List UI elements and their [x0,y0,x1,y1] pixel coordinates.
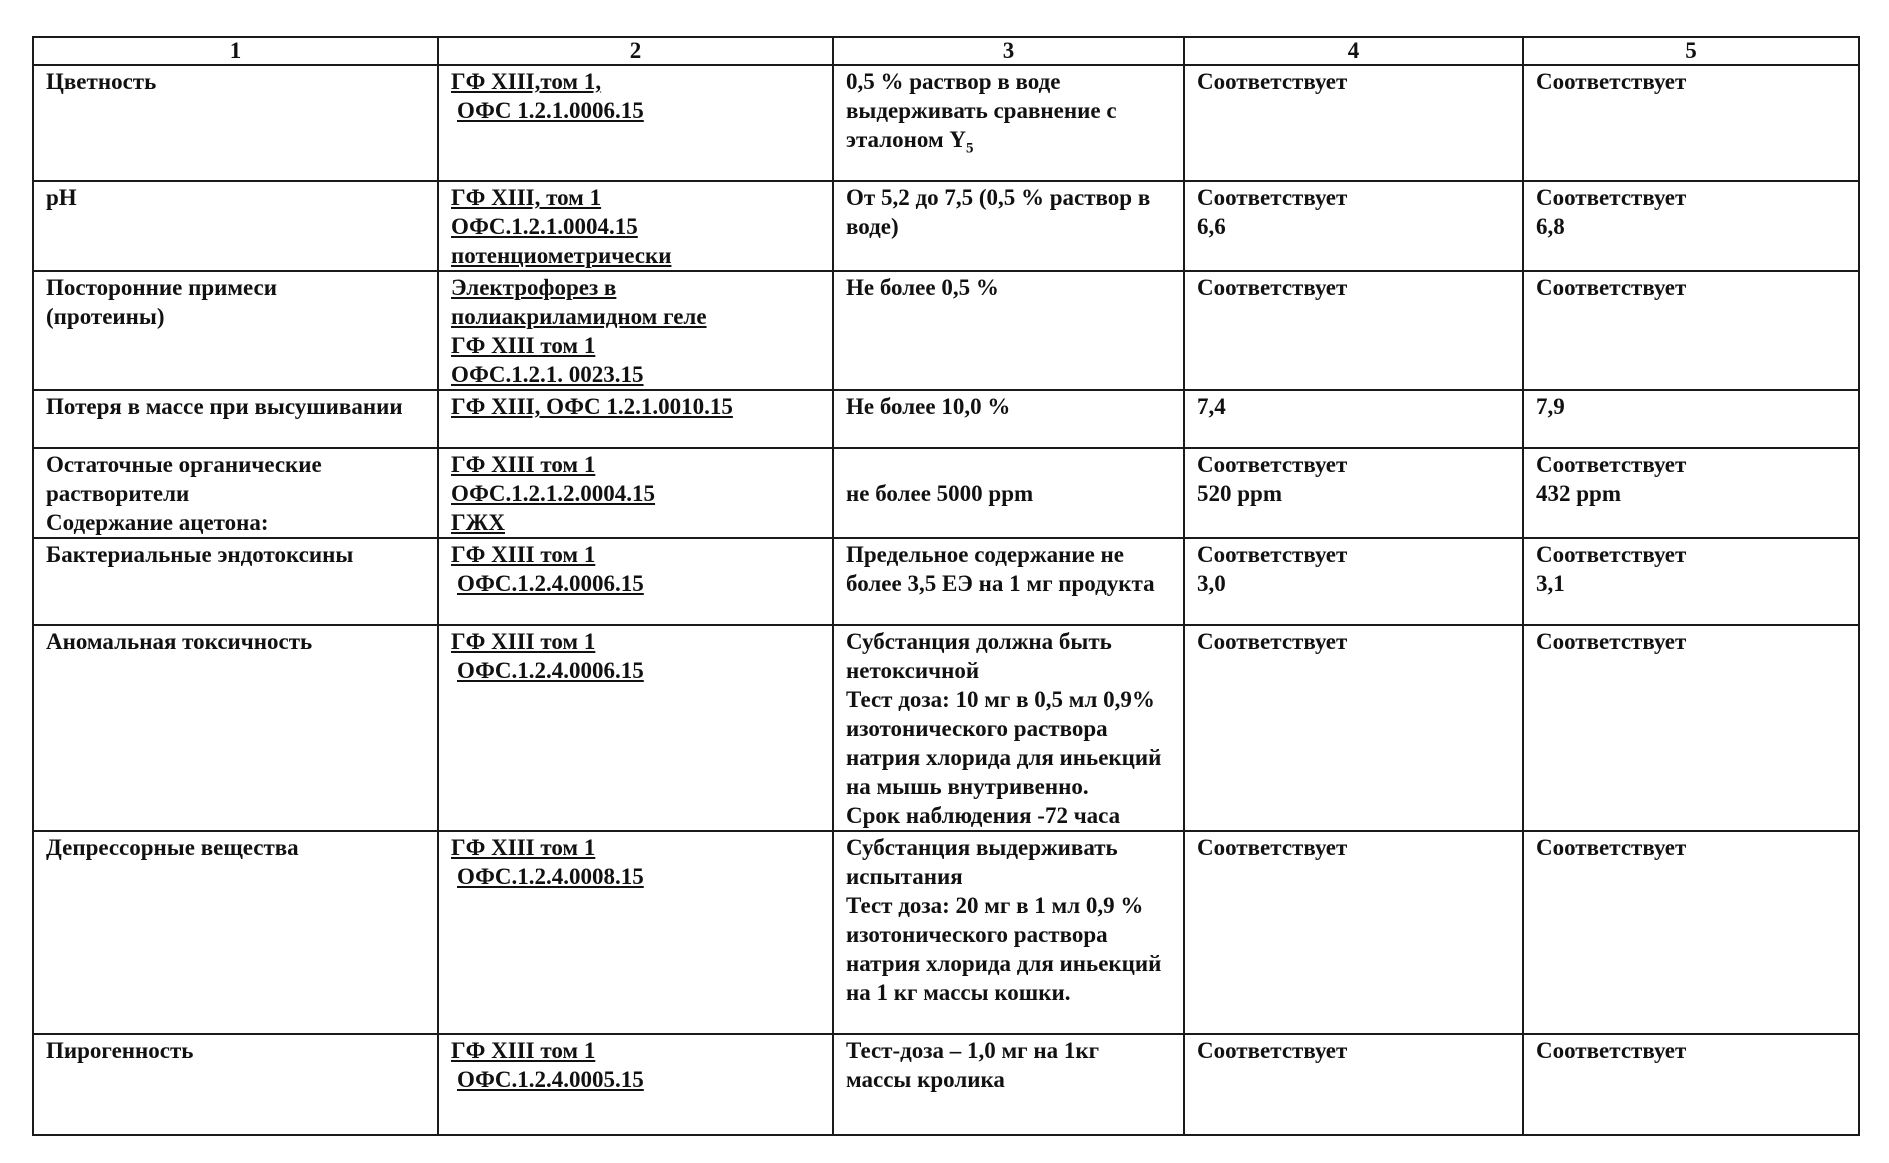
result-cell-5 [1523,271,1859,390]
method-line: полиакриламидном геле [451,304,707,329]
result-line: Соответствует [1536,69,1687,94]
test-name-line: Бактериальные эндотоксины [46,542,354,567]
result-cell-5 [1523,831,1859,1034]
result-cell-4 [1184,1034,1523,1135]
method-line: ГФ XIII том 1 [451,542,596,567]
test-name-line: Посторонние примеси [46,275,278,300]
norm-line: более 3,5 ЕЭ на 1 мг продукта [846,571,1155,596]
table-row [33,831,1859,1034]
method-line: ОФС.1.2.1. 0023.15 [451,362,644,387]
norm-line: Срок наблюдения -72 часа [846,803,1121,828]
norm-cell [833,625,1184,831]
norm-line: эталоном Y [846,127,966,152]
test-name-line: Остаточные органические [46,452,322,477]
result-value: 3,1 [1536,571,1565,596]
result-value: 7,4 [1197,394,1226,419]
method-line: ОФС.1.2.1.0004.15 [451,214,638,239]
result-line: Соответствует [1197,629,1348,654]
result-cell-5 [1523,65,1859,181]
norm-subscript: 5 [965,140,974,157]
table-row [33,181,1859,271]
result-line: Соответствует [1536,185,1687,210]
norm-cell [833,1034,1184,1135]
column-header-3: 3 [833,37,1184,65]
norm-line: массы кролика [846,1067,1005,1092]
norm-cell [833,271,1184,390]
norm-line: Субстанция должна быть [846,629,1112,654]
test-name-line: pH [46,185,77,210]
norm-cell [833,448,1184,538]
table-row [33,65,1859,181]
method-line: ОФС.1.2.4.0006.15 [457,658,644,683]
norm-line: на мышь внутривенно. [846,774,1089,799]
result-line: Соответствует [1197,1038,1348,1063]
test-name-line: Цветность [46,69,157,94]
method-line: ОФС 1.2.1.0006.15 [457,98,644,123]
result-cell-5 [1523,538,1859,625]
method-line: ОФС.1.2.4.0006.15 [457,571,644,596]
result-cell-5 [1523,448,1859,538]
method-line: ГФ XIII том 1 [451,629,596,654]
norm-line-with-subscript [846,125,1173,157]
document-page [32,36,1858,1136]
norm-line: изотонического раствора [846,716,1108,741]
test-name-cell [33,1034,438,1135]
result-cell-4 [1184,831,1523,1034]
column-header-4: 4 [1184,37,1523,65]
norm-line: Тест-доза – 1,0 мг на 1кг [846,1038,1100,1063]
method-cell [438,181,833,271]
norm-line: испытания [846,864,963,889]
method-line: ГФ XIII том 1 [451,1038,596,1063]
test-name-cell [33,448,438,538]
result-line: Соответствует [1197,835,1348,860]
norm-line: Тест доза: 10 мг в 0,5 мл 0,9% [846,687,1155,712]
table-row [33,625,1859,831]
result-line: Соответствует [1197,542,1348,567]
test-name-line: Потеря в массе при высушивании [46,394,403,419]
table-row [33,271,1859,390]
method-line: ГЖХ [451,510,505,535]
result-line: Соответствует [1536,275,1687,300]
method-line: ГФ XIII том 1 [451,835,596,860]
column-header-1: 1 [33,37,438,65]
method-line: ОФС.1.2.4.0005.15 [457,1067,644,1092]
result-line: Соответствует [1197,185,1348,210]
method-line: ОФС.1.2.4.0008.15 [457,864,644,889]
method-line: ГФ XIII том 1 [451,452,596,477]
norm-line: Предельное содержание не [846,542,1124,567]
norm-line: натрия хлорида для иньекций [846,745,1162,770]
result-cell-4 [1184,65,1523,181]
norm-line: Субстанция выдерживать [846,835,1118,860]
method-cell [438,390,833,448]
test-name-line: Содержание ацетона: [46,510,269,535]
method-cell [438,65,833,181]
norm-line: на 1 кг массы кошки. [846,980,1071,1005]
norm-line: выдерживать сравнение с [846,98,1117,123]
result-cell-4 [1184,538,1523,625]
method-line: ОФС.1.2.1.2.0004.15 [451,481,656,506]
result-value: 6,6 [1197,214,1226,239]
norm-line: не более 5000 ppm [846,481,1034,506]
method-cell [438,448,833,538]
norm-line: 0,5 % раствор в воде [846,69,1061,94]
method-line: Электрофорез в [451,275,617,300]
table-row [33,448,1859,538]
table-row [33,1034,1859,1135]
norm-line: Тест доза: 20 мг в 1 мл 0,9 % [846,893,1144,918]
norm-line: Не более 0,5 % [846,275,999,300]
table-row [33,390,1859,448]
test-name-line: растворители [46,481,190,506]
test-name-cell [33,181,438,271]
norm-line: изотонического раствора [846,922,1108,947]
norm-line: От 5,2 до 7,5 (0,5 % раствор в [846,185,1151,210]
header-row [33,37,1859,65]
norm-cell [833,831,1184,1034]
result-cell-4 [1184,271,1523,390]
result-cell-4 [1184,390,1523,448]
result-line: Соответствует [1197,452,1348,477]
norm-cell [833,181,1184,271]
method-cell [438,271,833,390]
method-cell [438,1034,833,1135]
method-cell [438,538,833,625]
norm-cell [833,538,1184,625]
result-cell-5 [1523,1034,1859,1135]
result-cell-4 [1184,448,1523,538]
result-value: 520 ppm [1197,481,1282,506]
result-line: Соответствует [1536,629,1687,654]
norm-line: воде) [846,214,899,239]
result-value: 7,9 [1536,394,1565,419]
result-line: Соответствует [1197,69,1348,94]
test-name-cell [33,65,438,181]
test-name-line: Депрессорные вещества [46,835,299,860]
result-line: Соответствует [1197,275,1348,300]
method-line: ГФ XIII том 1 [451,333,596,358]
method-cell [438,625,833,831]
test-name-line: (протеины) [46,304,165,329]
column-header-2: 2 [438,37,833,65]
method-line: ГФ XIII, ОФС 1.2.1.0010.15 [451,394,733,419]
result-cell-4 [1184,625,1523,831]
result-line: Соответствует [1536,452,1687,477]
method-line: ГФ XIII, том 1 [451,185,602,210]
norm-line: нетоксичной [846,658,980,683]
test-name-line: Аномальная токсичность [46,629,313,654]
method-line: потенциометрически [451,243,672,268]
result-cell-5 [1523,625,1859,831]
specification-table [32,36,1860,1136]
result-cell-5 [1523,390,1859,448]
table-row [33,538,1859,625]
column-header-5: 5 [1523,37,1859,65]
norm-cell [833,65,1184,181]
result-cell-5 [1523,181,1859,271]
result-value: 3,0 [1197,571,1226,596]
test-name-cell [33,625,438,831]
norm-line: Не более 10,0 % [846,394,1011,419]
norm-cell [833,390,1184,448]
test-name-line: Пирогенность [46,1038,194,1063]
test-name-cell [33,538,438,625]
norm-line: натрия хлорида для иньекций [846,951,1162,976]
result-line: Соответствует [1536,1038,1687,1063]
result-line: Соответствует [1536,835,1687,860]
result-value: 432 ppm [1536,481,1621,506]
test-name-cell [33,831,438,1034]
test-name-cell [33,271,438,390]
result-line: Соответствует [1536,542,1687,567]
method-cell [438,831,833,1034]
result-value: 6,8 [1536,214,1565,239]
test-name-cell [33,390,438,448]
result-cell-4 [1184,181,1523,271]
method-line: ГФ XIII,том 1, [451,69,602,94]
